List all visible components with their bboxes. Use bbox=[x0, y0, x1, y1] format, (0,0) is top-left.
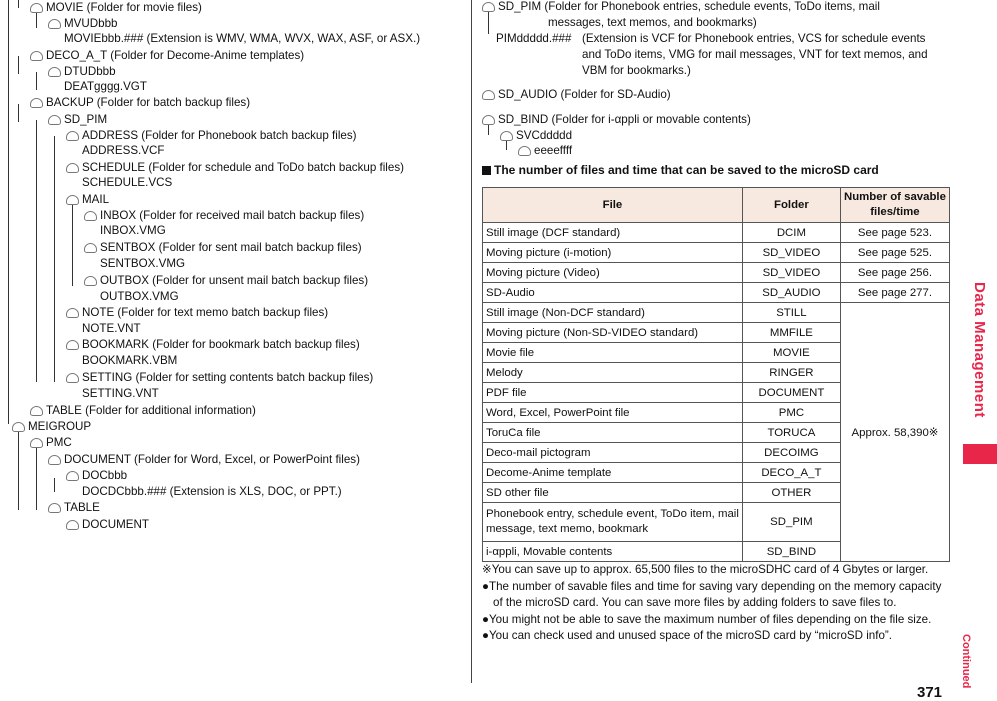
tree-row: BOOKMARK (Folder for bookmark batch backup files) bbox=[66, 337, 360, 353]
column-divider bbox=[471, 0, 472, 683]
pim-file: PIMddddd.### bbox=[496, 32, 572, 45]
table-row: Word, Excel, PowerPoint file PMC bbox=[483, 403, 950, 423]
folder-icon bbox=[48, 67, 61, 77]
folder-icon bbox=[66, 340, 79, 350]
pim-extension-note: and ToDo items, VMG for mail messages, VNT for text memos, and bbox=[582, 48, 928, 61]
folder-icon bbox=[30, 3, 43, 13]
folder-icon bbox=[48, 115, 61, 125]
folder-icon bbox=[482, 115, 495, 125]
tree-row: TABLE bbox=[48, 500, 100, 516]
table-row: Still image (DCF standard) DCIM See page 523. bbox=[483, 223, 950, 243]
folder-icon bbox=[482, 2, 495, 12]
continued-label: Continued bbox=[960, 634, 972, 689]
folder-icon bbox=[500, 131, 513, 141]
folder-icon bbox=[518, 146, 531, 156]
folder-icon bbox=[66, 471, 79, 481]
tree-row: INBOX.VMG bbox=[100, 224, 166, 237]
folder-icon bbox=[66, 520, 79, 530]
table-row: SD-Audio SD_AUDIO See page 277. bbox=[483, 283, 950, 303]
folder-icon bbox=[66, 308, 79, 318]
page-number: 371 bbox=[917, 684, 943, 701]
tree-row: ADDRESS (Folder for Phonebook batch backup files) bbox=[66, 128, 357, 144]
tree-row: SD_PIM bbox=[48, 112, 107, 128]
tree-row: DTUDbbb bbox=[48, 64, 116, 80]
table-row: i-αppli, Movable contents SD_BIND bbox=[483, 542, 950, 562]
sidebar-marker bbox=[963, 444, 997, 464]
folder-icon bbox=[482, 90, 495, 100]
tree-row: INBOX (Folder for received mail batch backup files) bbox=[84, 208, 364, 224]
table-row: Decome-Anime template DECO_A_T bbox=[483, 463, 950, 483]
tree-row: MVUDbbb bbox=[48, 16, 117, 32]
folder-icon bbox=[30, 98, 43, 108]
note-item: ●You might not be able to save the maximum number of files depending on the file size. bbox=[482, 612, 932, 626]
square-bullet-icon bbox=[482, 166, 491, 175]
tree-row: SENTBOX (Folder for sent mail batch backup files) bbox=[84, 240, 362, 256]
tree-row: MOVIEbbb.### (Extension is WMV, WMA, WVX, WAX, ASF, or ASX.) bbox=[64, 32, 421, 45]
merged-count-cell: Approx. 58,390※ bbox=[840, 303, 949, 562]
pim-extension-note: (Extension is VCF for Phonebook entries, VCS for schedule events bbox=[582, 32, 926, 45]
header-count: Number of savable files/time bbox=[840, 188, 949, 223]
sd-audio-folder: SD_AUDIO (Folder for SD-Audio) bbox=[498, 88, 671, 101]
tree-row: DOCbbb bbox=[66, 468, 127, 484]
tree-row: SETTING.VNT bbox=[82, 387, 159, 400]
sd-pim-description: messages, text memos, and bookmarks) bbox=[548, 16, 757, 29]
notes bbox=[482, 562, 952, 645]
folder-icon bbox=[48, 503, 61, 513]
svc-folder: SVCddddd bbox=[516, 129, 573, 142]
tree-row: DEATgggg.VGT bbox=[64, 80, 147, 93]
note-item: ●The number of savable files and time for saving vary depending on the memory capacity of the microSD card. You can save more files by adding folders to save files to. bbox=[482, 579, 942, 609]
folder-icon bbox=[66, 373, 79, 383]
header-folder: Folder bbox=[742, 188, 840, 223]
pim-extension-note: VBM for bookmarks.) bbox=[582, 64, 691, 77]
table-header-row bbox=[483, 188, 950, 223]
header-file: File bbox=[483, 188, 743, 223]
note-item: ●You can check used and unused space of the microSD card by “microSD info”. bbox=[482, 629, 892, 642]
tree-row: SETTING (Folder for setting contents batch backup files) bbox=[66, 370, 373, 386]
folder-icon bbox=[84, 276, 97, 286]
folder-icon bbox=[66, 195, 79, 205]
tree-row: OUTBOX (Folder for unsent mail batch backup files) bbox=[84, 273, 368, 289]
tree-row: TABLE (Folder for additional information) bbox=[30, 403, 256, 419]
table-row: PDF file DOCUMENT bbox=[483, 383, 950, 403]
table-row: Deco-mail pictogram DECOIMG bbox=[483, 443, 950, 463]
folder-icon bbox=[30, 438, 43, 448]
table-row: Still image (Non-DCF standard) STILL Approx. 58,390※ bbox=[483, 303, 950, 323]
tree-row: BOOKMARK.VBM bbox=[82, 354, 178, 367]
tree-row: NOTE.VNT bbox=[82, 322, 141, 335]
tree-row: DOCDCbbb.### (Extension is XLS, DOC, or PPT.) bbox=[82, 485, 342, 498]
tree-row: NOTE (Folder for text memo batch backup files) bbox=[66, 305, 328, 321]
table-row: ToruCa file TORUCA bbox=[483, 423, 950, 443]
sd-bind-folder: SD_BIND (Folder for i-αppli or movable contents) bbox=[498, 113, 751, 126]
tree-row: OUTBOX.VMG bbox=[100, 290, 179, 303]
folder-icon bbox=[48, 19, 61, 29]
sidebar-section-label: Data Management bbox=[971, 282, 988, 418]
table-row: Movie file MOVIE bbox=[483, 343, 950, 363]
table-row: Melody RINGER bbox=[483, 363, 950, 383]
eee-folder: eeeeffff bbox=[534, 144, 573, 157]
folder-icon bbox=[30, 406, 43, 416]
tree-row: SENTBOX.VMG bbox=[100, 257, 186, 270]
folder-icon bbox=[66, 131, 79, 141]
tree-row: DOCUMENT bbox=[66, 517, 149, 533]
savable-files-table bbox=[482, 187, 950, 562]
tree-row: SCHEDULE.VCS bbox=[82, 176, 173, 189]
table-row: Moving picture (Non-SD-VIDEO standard) MMFILE bbox=[483, 323, 950, 343]
tree-row: DOCUMENT (Folder for Word, Excel, or PowerPoint files) bbox=[48, 452, 360, 468]
tree-row: MOVIE (Folder for movie files) bbox=[30, 0, 202, 16]
folder-icon bbox=[84, 243, 97, 253]
table-row: Moving picture (Video) SD_VIDEO See page 256. bbox=[483, 263, 950, 283]
tree-row: SCHEDULE (Folder for schedule and ToDo batch backup files) bbox=[66, 160, 404, 176]
table-row: Phonebook entry, schedule event, ToDo item, mail message, text memo, bookmark SD_PIM bbox=[483, 503, 950, 542]
tree-row: ADDRESS.VCF bbox=[82, 144, 165, 157]
tree-row: BACKUP (Folder for batch backup files) bbox=[30, 95, 250, 111]
table-row: SD other file OTHER bbox=[483, 483, 950, 503]
section-heading: The number of files and time that can be saved to the microSD card bbox=[482, 163, 879, 177]
tree-row: MEIGROUP bbox=[12, 419, 91, 435]
folder-icon bbox=[30, 51, 43, 61]
tree-row: MAIL bbox=[66, 192, 109, 208]
footnote: ※You can save up to approx. 65,500 files to the microSDHC card of 4 Gbytes or larger. bbox=[482, 563, 929, 576]
folder-icon bbox=[66, 163, 79, 173]
folder-icon bbox=[84, 211, 97, 221]
tree-row: PMC bbox=[30, 435, 72, 451]
sd-pim-folder: SD_PIM (Folder for Phonebook entries, schedule events, ToDo items, mail bbox=[498, 0, 880, 13]
table-row: Moving picture (i-motion) SD_VIDEO See page 525. bbox=[483, 243, 950, 263]
folder-icon bbox=[48, 455, 61, 465]
folder-tree bbox=[0, 0, 470, 699]
tree-row: DECO_A_T (Folder for Decome-Anime templates) bbox=[30, 48, 304, 64]
folder-icon bbox=[12, 422, 25, 432]
